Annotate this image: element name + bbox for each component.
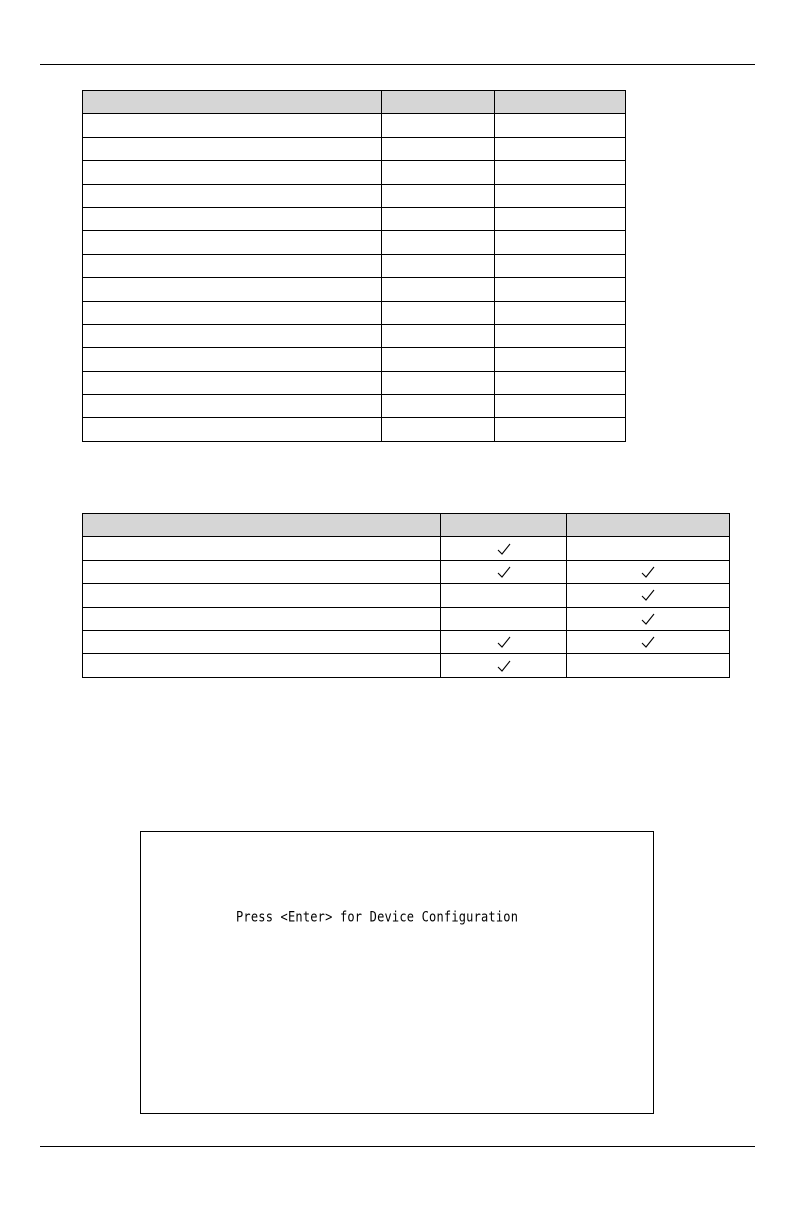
table-cell <box>495 91 626 114</box>
table-cell <box>495 348 626 371</box>
table-cell <box>382 161 495 184</box>
table-cell <box>441 537 567 560</box>
table-cell <box>567 654 730 677</box>
table-cell <box>83 537 441 560</box>
checkmark-icon <box>496 635 512 649</box>
table-cell <box>382 114 495 137</box>
table-cell <box>495 301 626 324</box>
table-row <box>83 301 626 324</box>
table-cell <box>441 607 567 630</box>
table-cell <box>382 278 495 301</box>
table-cell <box>567 607 730 630</box>
checkmark-icon <box>496 659 512 673</box>
table-cell <box>83 584 441 607</box>
table-cell <box>83 231 382 254</box>
checkmark-icon <box>640 612 656 626</box>
table-cell <box>495 278 626 301</box>
table-cell <box>382 231 495 254</box>
table-cell <box>83 184 382 207</box>
table-cell <box>567 560 730 583</box>
table-cell <box>495 114 626 137</box>
table-cell <box>83 560 441 583</box>
table-row <box>83 324 626 347</box>
table-cell <box>382 395 495 418</box>
table-cell <box>83 114 382 137</box>
table-row <box>83 137 626 160</box>
table-cell <box>495 137 626 160</box>
table-cell <box>441 560 567 583</box>
table-cell <box>567 537 730 560</box>
table-cell <box>441 630 567 653</box>
console-screenshot <box>140 831 654 1114</box>
header-rule <box>40 64 755 65</box>
footer-rule <box>40 1146 755 1147</box>
table-row <box>83 418 626 441</box>
table-cell <box>83 418 382 441</box>
table-row <box>83 654 730 677</box>
table-row <box>83 395 626 418</box>
table-cell <box>83 348 382 371</box>
table-row <box>83 607 730 630</box>
table-header-row <box>83 91 626 114</box>
table-cell <box>567 630 730 653</box>
table-row <box>83 537 730 560</box>
table-cell <box>382 371 495 394</box>
table-cell <box>83 161 382 184</box>
table-cell <box>83 324 382 347</box>
table-cell <box>495 395 626 418</box>
table-row <box>83 161 626 184</box>
table-cell <box>83 395 382 418</box>
table-cell <box>441 514 567 537</box>
table-cell <box>83 301 382 324</box>
checkmark-icon <box>640 588 656 602</box>
table-row <box>83 630 730 653</box>
table-row <box>83 560 730 583</box>
table-row <box>83 348 626 371</box>
table-1 <box>82 90 626 442</box>
table-cell <box>382 207 495 230</box>
table-cell <box>83 278 382 301</box>
table-cell <box>83 514 441 537</box>
table-cell <box>382 418 495 441</box>
table-cell <box>83 91 382 114</box>
table-cell <box>83 207 382 230</box>
table-cell <box>83 607 441 630</box>
table-cell <box>83 654 441 677</box>
table-cell <box>495 254 626 277</box>
console-prompt-text: Press <Enter> for Device Configuration <box>236 909 519 926</box>
table-cell <box>567 514 730 537</box>
table-cell <box>83 371 382 394</box>
checkmark-icon <box>640 565 656 579</box>
table-2 <box>82 513 730 678</box>
table-cell <box>495 184 626 207</box>
table-row <box>83 278 626 301</box>
table-cell <box>382 348 495 371</box>
table-cell <box>83 630 441 653</box>
checkmark-icon <box>496 565 512 579</box>
table-cell <box>382 91 495 114</box>
table-header-row <box>83 514 730 537</box>
table-cell <box>382 184 495 207</box>
table-cell <box>382 324 495 347</box>
table-row <box>83 231 626 254</box>
table-cell <box>382 254 495 277</box>
table-cell <box>83 254 382 277</box>
table-cell <box>567 584 730 607</box>
table-row <box>83 254 626 277</box>
table-cell <box>495 418 626 441</box>
table-cell <box>382 301 495 324</box>
checkmark-icon <box>496 542 512 556</box>
table-row <box>83 371 626 394</box>
table-cell <box>495 231 626 254</box>
table-cell <box>495 207 626 230</box>
table-row <box>83 584 730 607</box>
table-cell <box>495 371 626 394</box>
table-row <box>83 114 626 137</box>
table-cell <box>382 137 495 160</box>
table-cell <box>495 161 626 184</box>
checkmark-icon <box>640 635 656 649</box>
table-cell <box>495 324 626 347</box>
table-cell <box>83 137 382 160</box>
table-cell <box>441 584 567 607</box>
table-row <box>83 207 626 230</box>
table-cell <box>441 654 567 677</box>
table-row <box>83 184 626 207</box>
